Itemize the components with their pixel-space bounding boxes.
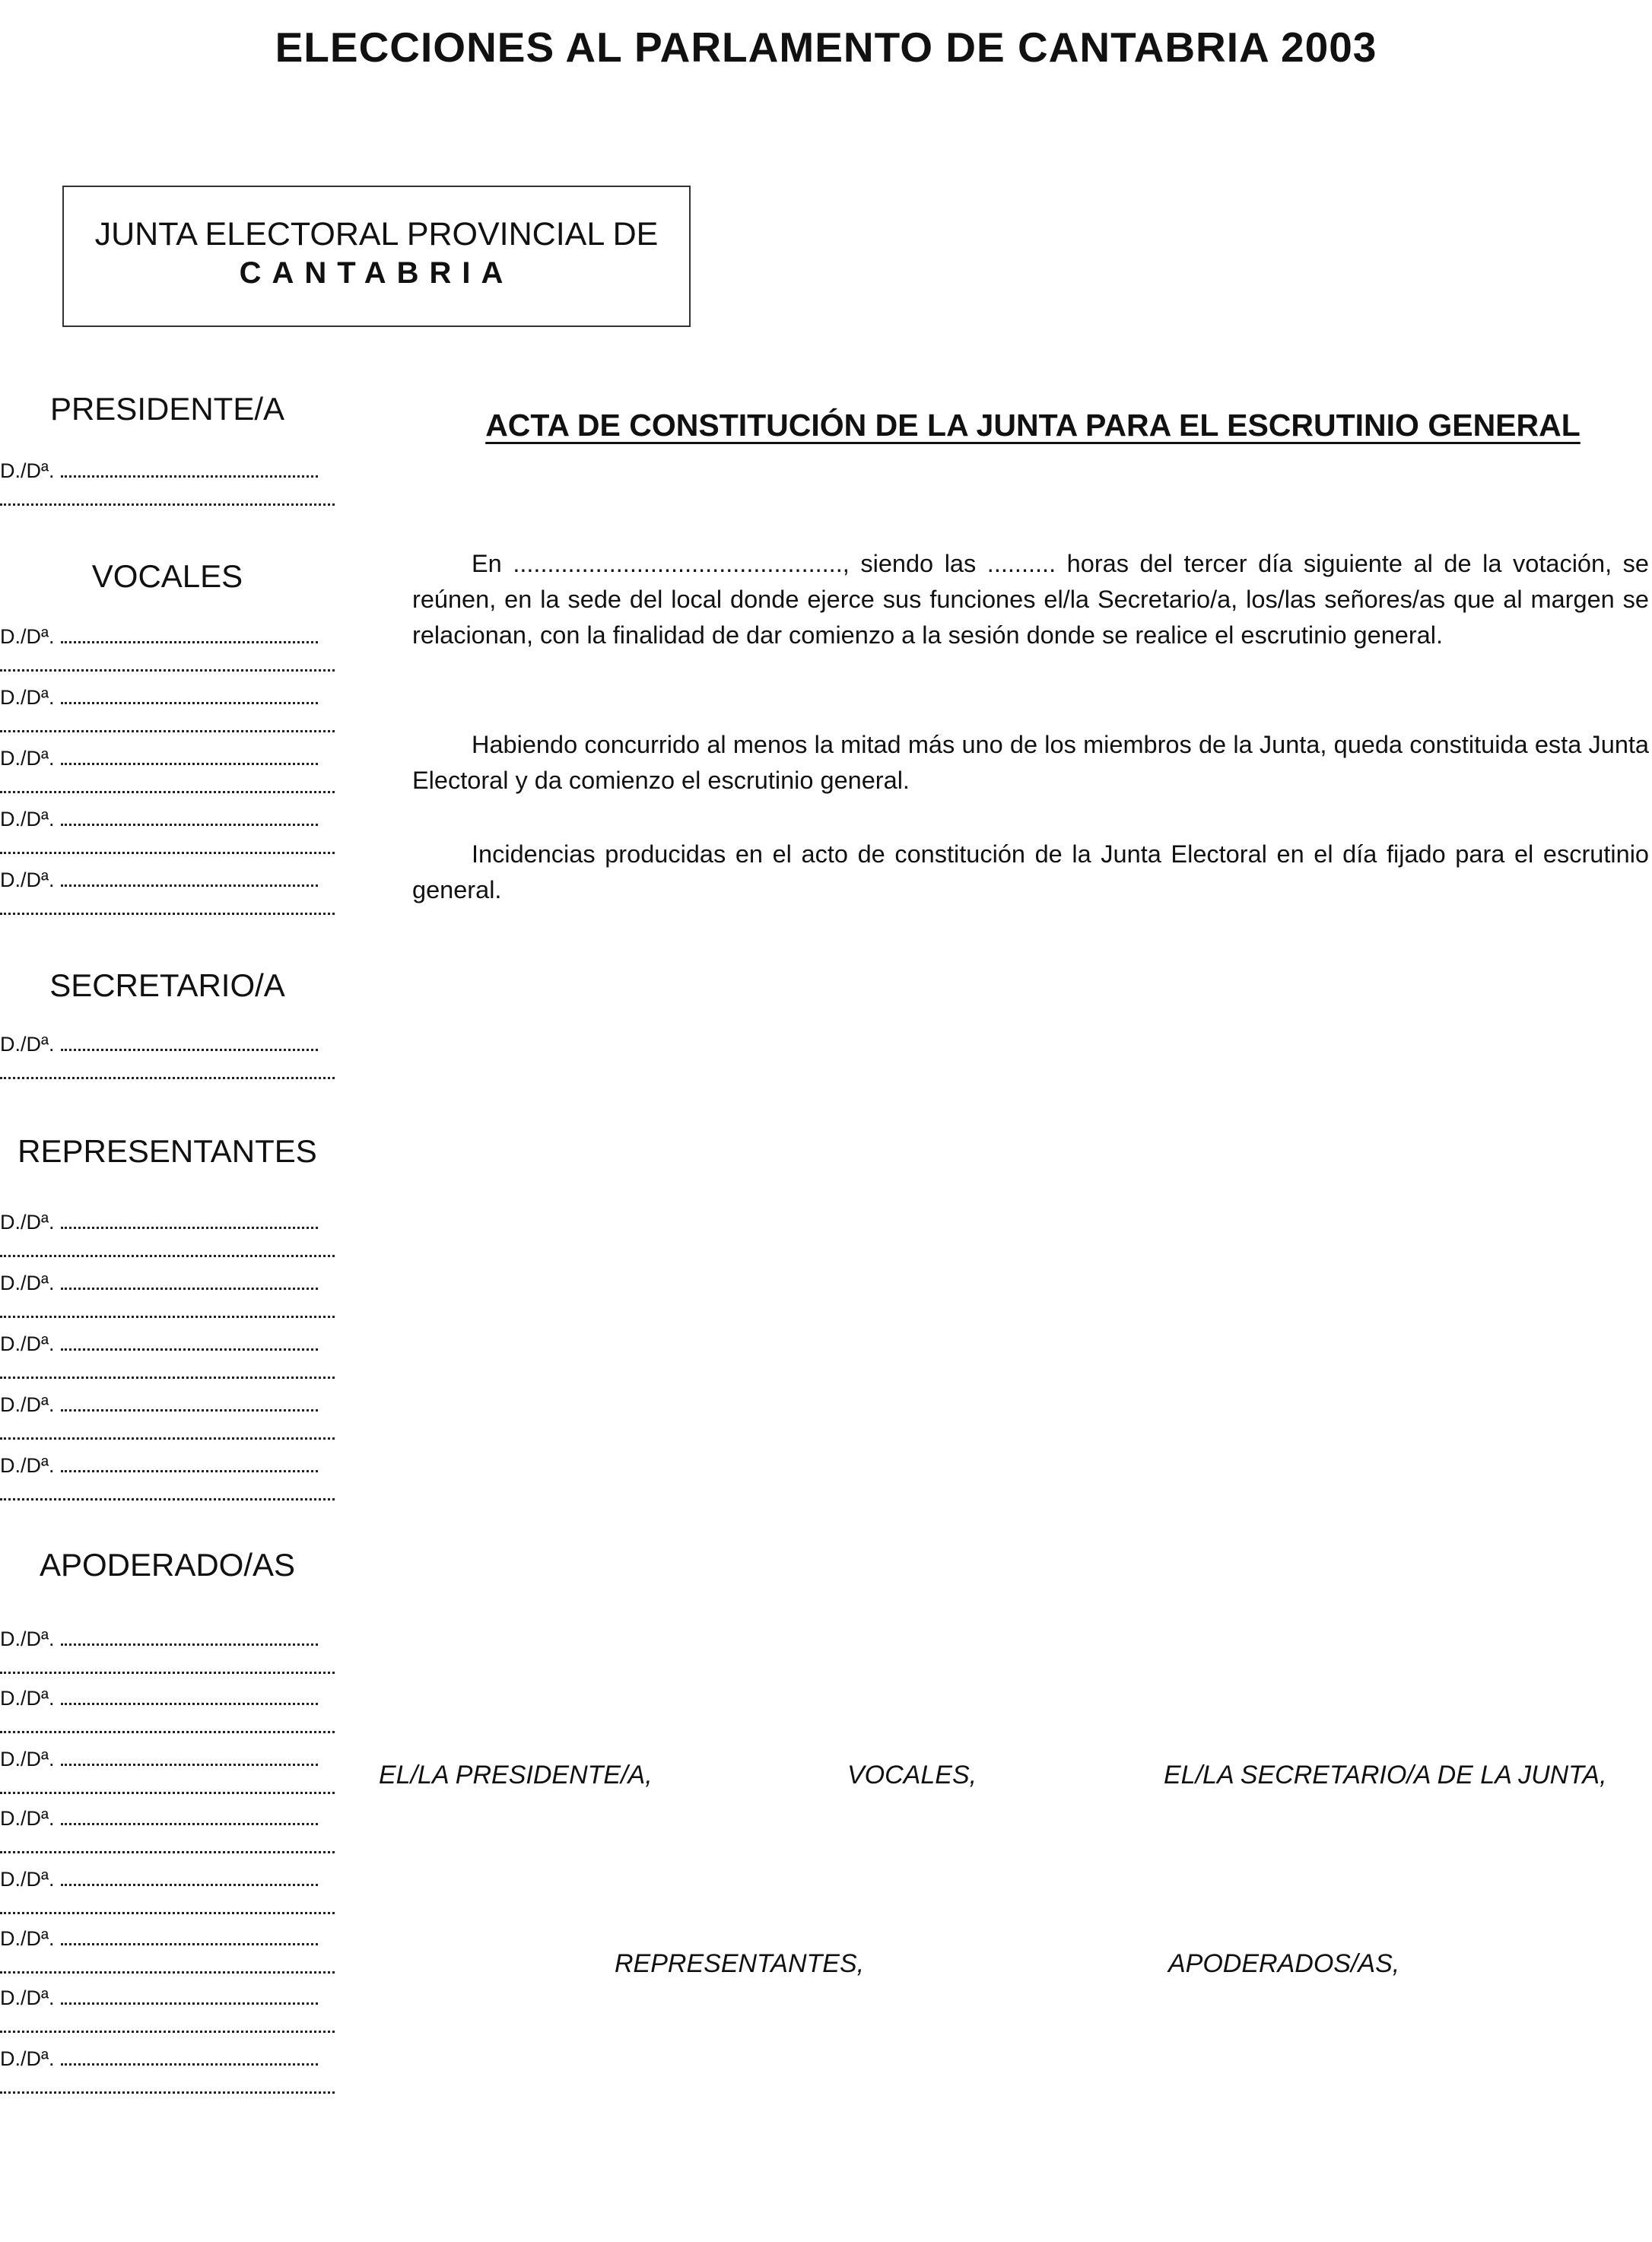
secretario-slot[interactable] <box>0 1033 335 1056</box>
slot-prefix: D./Dª. <box>0 1628 55 1650</box>
apoderado-slot[interactable] <box>0 1807 335 1831</box>
slot-prefix: D./Dª. <box>0 1986 55 2009</box>
presidente-slot[interactable] <box>0 459 335 483</box>
slot-prefix: D./Dª. <box>0 747 55 770</box>
fill-in-line <box>61 1407 318 1412</box>
slot-prefix: D./Dª. <box>0 1211 55 1234</box>
fill-in-line <box>61 473 318 478</box>
signature-secretario: EL/LA SECRETARIO/A DE LA JUNTA, <box>1164 1761 1607 1789</box>
fill-in-line <box>61 1046 318 1051</box>
body-paragraph-2: Habiendo concurrido al menos la mitad más uno de los miembros de la Junta, queda constituida esta Junta Electoral y da comienzo el escrutinio general. <box>412 731 1649 794</box>
section-apoderados-heading: APODERADO/AS <box>39 1547 296 1583</box>
fill-in-line <box>0 2028 335 2033</box>
vocal-slot[interactable] <box>0 625 335 649</box>
fill-in-line <box>0 1434 335 1440</box>
section-vocales-heading: VOCALES <box>91 558 243 594</box>
fill-in-line <box>61 1941 318 1945</box>
fill-in-line <box>0 849 335 854</box>
apoderado-slot[interactable] <box>0 1868 335 1891</box>
fill-in-line <box>61 1882 318 1886</box>
fill-in-line <box>61 1641 318 1646</box>
fill-in-line <box>61 1468 318 1472</box>
slot-prefix: D./Dª. <box>0 1272 55 1294</box>
fill-in-line <box>0 910 335 915</box>
representante-slot[interactable] <box>0 1393 335 1417</box>
slot-prefix: D./Dª. <box>0 1393 55 1416</box>
vocal-slot[interactable] <box>0 869 335 892</box>
vocal-slot[interactable] <box>0 747 335 770</box>
fill-in-line <box>0 500 335 506</box>
slot-prefix: D./Dª. <box>0 869 55 891</box>
section-representantes-heading: REPRESENTANTES <box>17 1133 317 1169</box>
apoderado-slot[interactable] <box>0 1748 335 1771</box>
slot-prefix: D./Dª. <box>0 1868 55 1891</box>
fill-in-line <box>0 1909 335 1914</box>
slot-prefix: D./Dª. <box>0 1332 55 1355</box>
junta-province: CANTABRIA <box>239 256 514 290</box>
fill-in-line <box>0 666 335 672</box>
fill-in-line <box>61 1761 318 1766</box>
fill-in-line <box>61 2061 318 2066</box>
representante-slot[interactable] <box>0 1211 335 1234</box>
body-paragraph-1: En ................................................, siendo las .......... horas del tercer día siguiente al de la votación, se reúnen, en la sede del local donde ejerce sus funciones el/la Secretario/a, los/las señores/as que al margen se relacionan, con la finalidad de dar comienzo a la sesión donde se realice el escrutinio general. <box>412 550 1649 649</box>
slot-prefix: D./Dª. <box>0 625 55 648</box>
signature-vocales: VOCALES, <box>847 1761 977 1789</box>
slot-prefix: D./Dª. <box>0 808 55 830</box>
fill-in-line <box>61 821 318 826</box>
slot-prefix: D./Dª. <box>0 1454 55 1477</box>
signature-apoderados: APODERADOS/AS, <box>1168 1949 1400 1978</box>
slot-prefix: D./Dª. <box>0 686 55 709</box>
fill-in-line <box>0 1373 335 1379</box>
fill-in-line <box>0 1313 335 1318</box>
fill-in-line <box>0 1495 335 1500</box>
fill-in-line <box>61 1346 318 1351</box>
slot-prefix: D./Dª. <box>0 1687 55 1710</box>
apoderado-slot[interactable] <box>0 1927 335 1951</box>
apoderado-slot[interactable] <box>0 1986 335 2010</box>
fill-in-line <box>0 1789 335 1794</box>
document-title: ELECCIONES AL PARLAMENTO DE CANTABRIA 2003 <box>275 24 1377 71</box>
signature-representantes: REPRESENTANTES, <box>615 1949 865 1978</box>
slot-prefix: D./Dª. <box>0 1927 55 1950</box>
slot-prefix: D./Dª. <box>0 459 55 482</box>
slot-prefix: D./Dª. <box>0 1748 55 1770</box>
signature-presidente: EL/LA PRESIDENTE/A, <box>379 1761 653 1789</box>
section-secretario-heading: SECRETARIO/A <box>49 967 285 1003</box>
fill-in-line <box>61 2000 318 2005</box>
representante-slot[interactable] <box>0 1332 335 1356</box>
apoderado-slot[interactable] <box>0 1628 335 1651</box>
fill-in-line <box>61 639 318 643</box>
apoderado-slot[interactable] <box>0 2047 335 2071</box>
acta-heading: ACTA DE CONSTITUCIÓN DE LA JUNTA PARA EL ESCRUTINIO GENERAL <box>485 408 1581 443</box>
representante-slot[interactable] <box>0 1454 335 1478</box>
section-presidente-heading: PRESIDENTE/A <box>49 391 285 427</box>
fill-in-line <box>61 700 318 704</box>
slot-prefix: D./Dª. <box>0 1033 55 1056</box>
fill-in-line <box>0 1252 335 1257</box>
fill-in-line <box>0 727 335 732</box>
slot-prefix: D./Dª. <box>0 1807 55 1830</box>
junta-label: JUNTA ELECTORAL PROVINCIAL DE <box>94 216 659 252</box>
fill-in-line <box>0 1728 335 1733</box>
fill-in-line <box>61 1701 318 1705</box>
members-column <box>0 0 350 2242</box>
apoderado-slot[interactable] <box>0 1687 335 1710</box>
vocal-slot[interactable] <box>0 686 335 710</box>
representante-slot[interactable] <box>0 1272 335 1295</box>
fill-in-line <box>61 882 318 887</box>
fill-in-line <box>0 788 335 793</box>
fill-in-line <box>0 1968 335 1974</box>
fill-in-line <box>0 1848 335 1853</box>
fill-in-line <box>61 1224 318 1229</box>
slot-prefix: D./Dª. <box>0 2047 55 2070</box>
body-paragraph-3: Incidencias producidas en el acto de constitución de la Junta Electoral en el día fijado para el escrutinio general. <box>412 840 1649 903</box>
fill-in-line <box>61 761 318 765</box>
vocal-slot[interactable] <box>0 808 335 831</box>
fill-in-line <box>61 1821 318 1825</box>
fill-in-line <box>0 1074 335 1079</box>
fill-in-line <box>0 1669 335 1674</box>
fill-in-line <box>61 1285 318 1290</box>
fill-in-line <box>0 2088 335 2094</box>
